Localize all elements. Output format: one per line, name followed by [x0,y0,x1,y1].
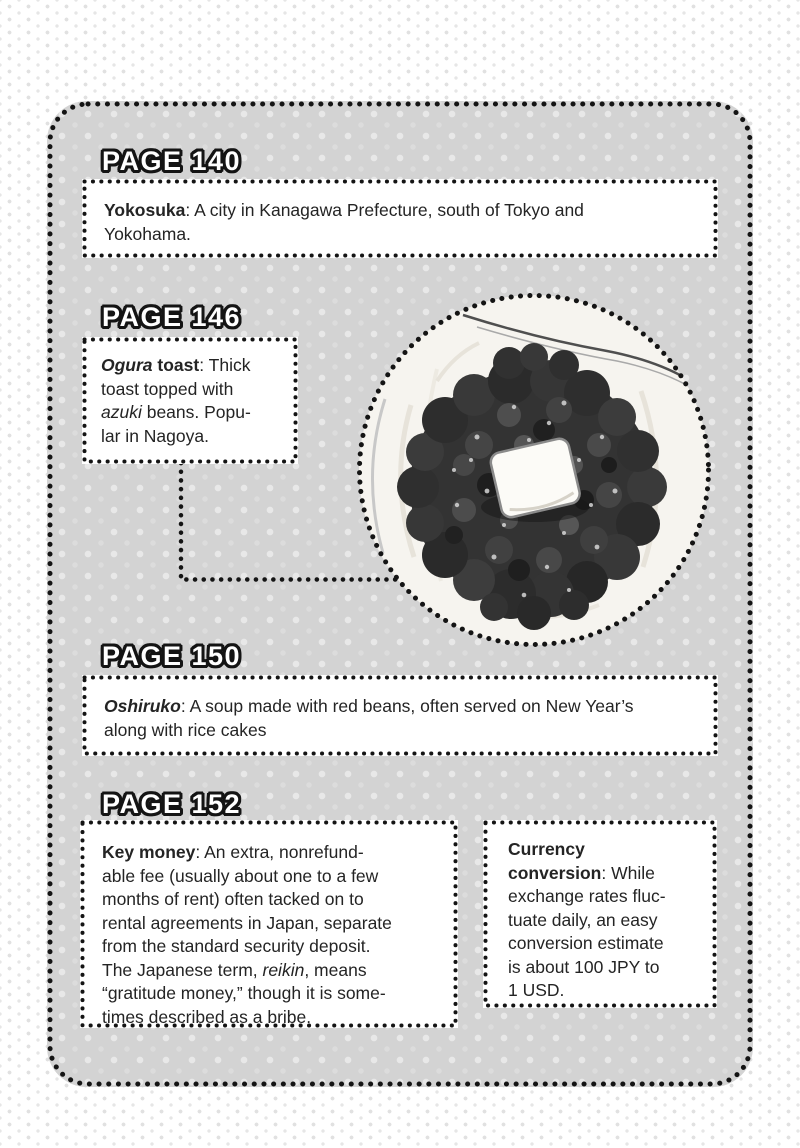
page-150-header: PAGE 150 [102,641,242,671]
ogura-toast-illustration [359,295,709,645]
note-box-currency-conversion [483,820,717,1008]
note-box-oshiruko [82,675,718,756]
note-box-yokosuka [82,179,718,258]
note-text-yokosuka: Yokosuka: A city in Kanagawa Prefecture, south of Tokyo and Yokohama. [104,200,584,244]
note-box-ogura-toast [82,337,298,464]
note-text-oshiruko: Oshiruko: A soup made with red beans, often served on New Year’s along with rice cakes [104,696,634,740]
plate-rim [372,399,385,553]
note-text-currency-conversion: Currency conversion: While exchange rates fluc- tuate daily, an easy conversion estimate is about 100 JPY to 1 USD. [508,839,666,1000]
page-152-header: PAGE 152 [102,789,242,819]
ogura-toast-photo [355,291,713,649]
note-text-key-money: Key money: An extra, nonrefund- able fee (usually about one to a few months of rent) often tacked on to rental agreements in Japan, separate from the standard security deposit. The Japanese term, reikin, means “gratitude money,” though it is some- times described as a bribe. [102,842,392,1027]
page-146-header: PAGE 146 [102,302,242,332]
note-text-ogura-toast: Ogura toast: Thick toast topped with azuki beans. Popu- lar in Nagoya. [101,355,251,446]
note-box-key-money [80,820,458,1028]
page-140-header: PAGE 140 [102,146,242,176]
photo-disc [359,295,709,645]
